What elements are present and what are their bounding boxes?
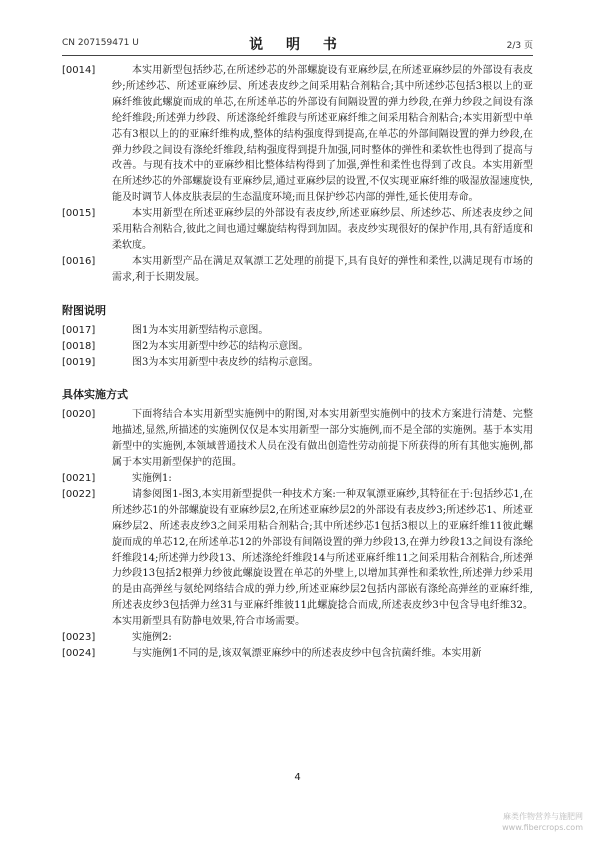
paragraph [62, 646, 533, 662]
section-heading-figures: 附图说明 [62, 303, 106, 317]
paragraph [62, 206, 533, 254]
paragraph [62, 355, 533, 371]
paragraph [62, 630, 533, 646]
paragraph-number: [0023] [62, 632, 96, 644]
paragraph [62, 407, 533, 471]
watermark [502, 811, 583, 833]
document-title: 说 明 书 [249, 37, 346, 53]
document-body [62, 63, 533, 662]
paragraph [62, 471, 533, 487]
paragraph-group-summary [62, 63, 533, 286]
patent-number: CN 207159471 U [62, 38, 139, 48]
section-heading-implementation: 具体实施方式 [62, 388, 128, 402]
paragraph [62, 63, 533, 206]
paragraph-number: [0017] [62, 324, 96, 336]
paragraph-number: [0014] [62, 65, 96, 76]
header-rule [62, 55, 533, 56]
paragraph-group-figures [62, 323, 533, 371]
paragraph-text: 本实用新型产品在满足双氧漂工艺处理的前提下,具有良好的弹性和柔性,以满足现有市场的需求,利于长期发展。 [112, 255, 533, 283]
paragraph-text: 图1为本实用新型结构示意图。 [132, 324, 269, 336]
paragraph-text: 与实施例1不同的是,该双氧漂亚麻纱中的所述表皮纱中包含抗菌纤维。本实用新 [132, 648, 482, 659]
paragraph [62, 487, 533, 630]
paragraph-text: 请参阅图1-图3,本实用新型提供一种技术方案:一种双氧漂亚麻纱,其特征在于:包括纱芯1,在所述纱芯1的外部螺旋设有亚麻纱层2,在所述亚麻纱层2的外部设有表皮纱3;所述纱芯1、所述亚麻纱层2、所述表皮纱3之间采用粘合剂粘合;其中所述纱芯1包括3根以上的亚麻纤维11彼此螺旋而成的单芯12,在所述单芯12的外部设有间隔设置的弹力纱段13,在弹力纱段13之间设有涤纶纤维段14;所述弹力纱段13、所述涤纶纤维段14与所述亚麻纤维11之间采用粘合剂粘合,所述弹力纱段13包括2根弹力纱彼此螺旋设置在单芯的外壁上,以增加其弹性和柔软性,所述弹力纱采用的是由高弹丝与氨纶网络结合成的弹力纱,所述亚麻纱层2包括内部嵌有涤纶高弹丝的亚麻纤维,所述表皮纱3包括弹力丝31与亚麻纤维彼11此螺旋捻合而成,所述表皮纱3中包含导电纤维32。本实用新型具有防静电效果,符合市场需要。 [112, 488, 533, 628]
paragraph-number: [0019] [62, 356, 96, 368]
paragraph-text: 下面将结合本实用新型实施例中的附图,对本实用新型实施例中的技术方案进行清楚、完整地描述,显然,所描述的实施例仅仅是本实用新型一部分实施例,而不是全部的实施例。基于本实用新型中的实施例,本领域普通技术人员在没有做出创造性劳动前提下所获得的所有其他实施例,都属于本实用新型保护的范围。 [112, 409, 533, 469]
paragraph-text: 图2为本实用新型中纱芯的结构示意图。 [132, 340, 309, 352]
paragraph-number: [0021] [62, 473, 96, 485]
paragraph [62, 254, 533, 286]
paragraph-text: 实施例1: [132, 473, 172, 485]
paragraph-number: [0016] [62, 255, 96, 267]
paragraph-number: [0018] [62, 340, 96, 352]
page-header [62, 34, 533, 54]
page-indicator: 2/3 页 [506, 41, 533, 51]
paragraph-text: 图3为本实用新型中表皮纱的结构示意图。 [132, 356, 319, 368]
paragraph-number: [0022] [62, 488, 96, 500]
paragraph-text: 本实用新型在所述亚麻纱层的外部设有表皮纱,所述亚麻纱层、所述纱芯、所述表皮纱之间采用粘合剂粘合,彼此之间也通过螺旋结构得到加固。表皮纱实现很好的保护作用,具有舒适度和柔软度。 [112, 208, 533, 251]
paragraph-number: [0024] [62, 648, 96, 659]
paragraph-number: [0015] [62, 208, 96, 220]
paragraph-text: 本实用新型包括纱芯,在所述纱芯的外部螺旋设有亚麻纱层,在所述亚麻纱层的外部设有表皮纱;所述纱芯、所述亚麻纱层、所述表皮纱之间采用粘合剂粘合;其中所述纱芯包括3根以上的亚麻纤维彼此螺旋而成的单芯,在所述单芯的外部设有间隔设置的弹力纱段,在弹力纱段之间设有涤纶纤维段;所述弹力纱段、所述涤纶纤维段与所述亚麻纤维之间采用粘合剂粘合;本实用新型中单芯有3根以上的的亚麻纤维构成,整体的结构强度得到提高,在单芯的外部间隔设置的弹力纱段,在弹力纱段之间设有涤纶纤维段,结构强度得到提升加强,同时整体的弹性和柔软性也得到了提高与改善。与现有技术中的亚麻纱相比整体结构得到了加强,弹性和柔性也得到了改良。本实用新型在所述纱芯的外部螺旋设有亚麻纱层,通过亚麻纱层的设置,不仅实现亚麻纤维的吸湿放湿速度快,能及时调节人体皮肤表层的生态温度环境;而且保护纱芯内部的弹性,延长使用寿命。 [112, 65, 533, 204]
page-number: 4 [294, 772, 301, 783]
paragraph [62, 323, 533, 339]
paragraph-number: [0020] [62, 409, 96, 421]
watermark-url: www.fibercrops.com [502, 823, 583, 832]
paragraph [62, 339, 533, 355]
watermark-title: 麻类作物营养与施肥网 [503, 812, 583, 821]
paragraph-text: 实施例2: [132, 632, 172, 644]
paragraph-group-implementation [62, 407, 533, 662]
